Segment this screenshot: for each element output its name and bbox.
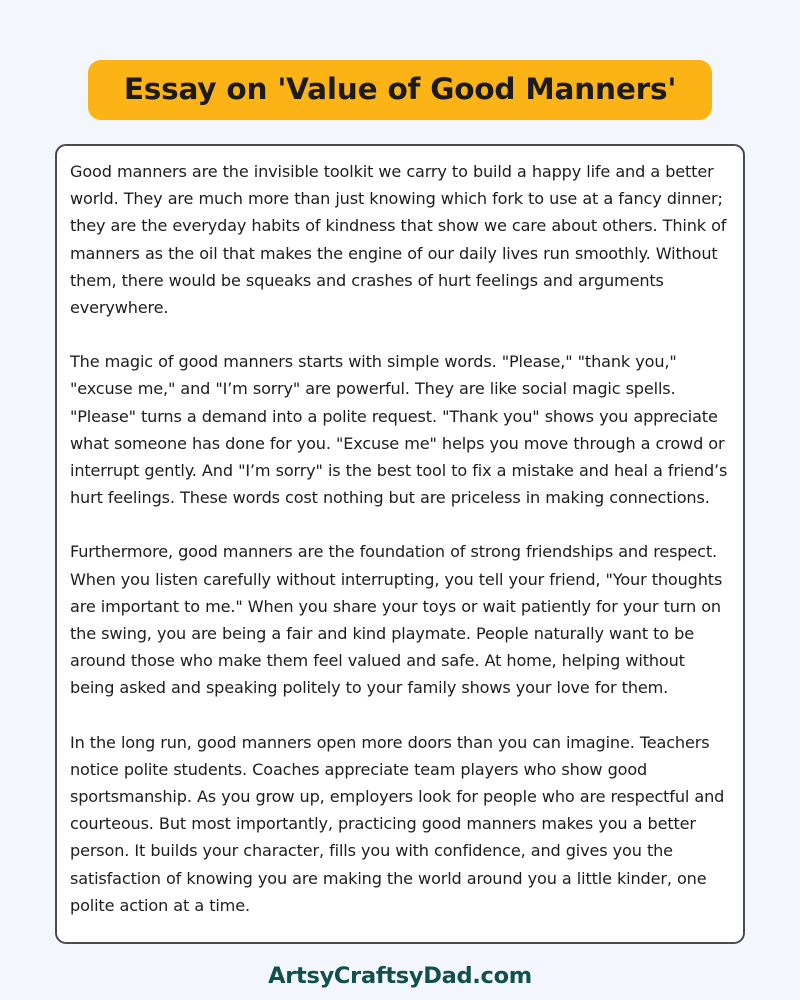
essay-body: [70, 158, 730, 932]
essay-paragraph: The magic of good manners starts with simple words. "Please," "thank you," "excuse me," and "I’m sorry" are powerful. They are like social magic spells. "Please" turns a demand into a polite request. "Thank you" shows you appreciate what someone has done for you. "Excuse me" helps you move through a crowd or interrupt gently. And "I’m sorry" is the best tool to fix a mistake and heal a friend’s hurt feelings. These words cost nothing but are priceless in making connections.: [70, 352, 728, 508]
title-banner: [88, 60, 712, 120]
essay-paragraph: Furthermore, good manners are the foundation of strong friendships and respect. When you listen carefully without interrupting, you tell your friend, "Your thoughts are important to me." When you share your toys or wait patiently for your turn on the swing, you are being a fair and kind playmate. People naturally want to be around those who make them feel valued and safe. At home, helping without being asked and speaking politely to your family shows your love for them.: [70, 542, 723, 698]
essay-paragraph: Good manners are the invisible toolkit we carry to build a happy life and a better world. They are much more than just knowing which fork to use at a fancy dinner; they are the everyday habits of kindness that show we care about others. Think of manners as the oil that makes the engine of our daily lives run smoothly. Without them, there would be squeaks and crashes of hurt feelings and arguments everywhere.: [70, 162, 727, 318]
site-brand: ArtsyCraftsyDad.com: [268, 963, 532, 989]
page-title: Essay on 'Value of Good Manners': [123, 72, 677, 107]
footer: [0, 965, 800, 988]
essay-card: [55, 144, 745, 944]
essay-paragraph: In the long run, good manners open more doors than you can imagine. Teachers notice polite students. Coaches appreciate team players who show good sportsmanship. As you grow up, employers look for people who are respectful and courteous. But most importantly, practicing good manners makes you a better person. It builds your character, fills you with confidence, and gives you the satisfaction of knowing you are making the world around you a little kinder, one polite action at a time.: [70, 732, 725, 915]
